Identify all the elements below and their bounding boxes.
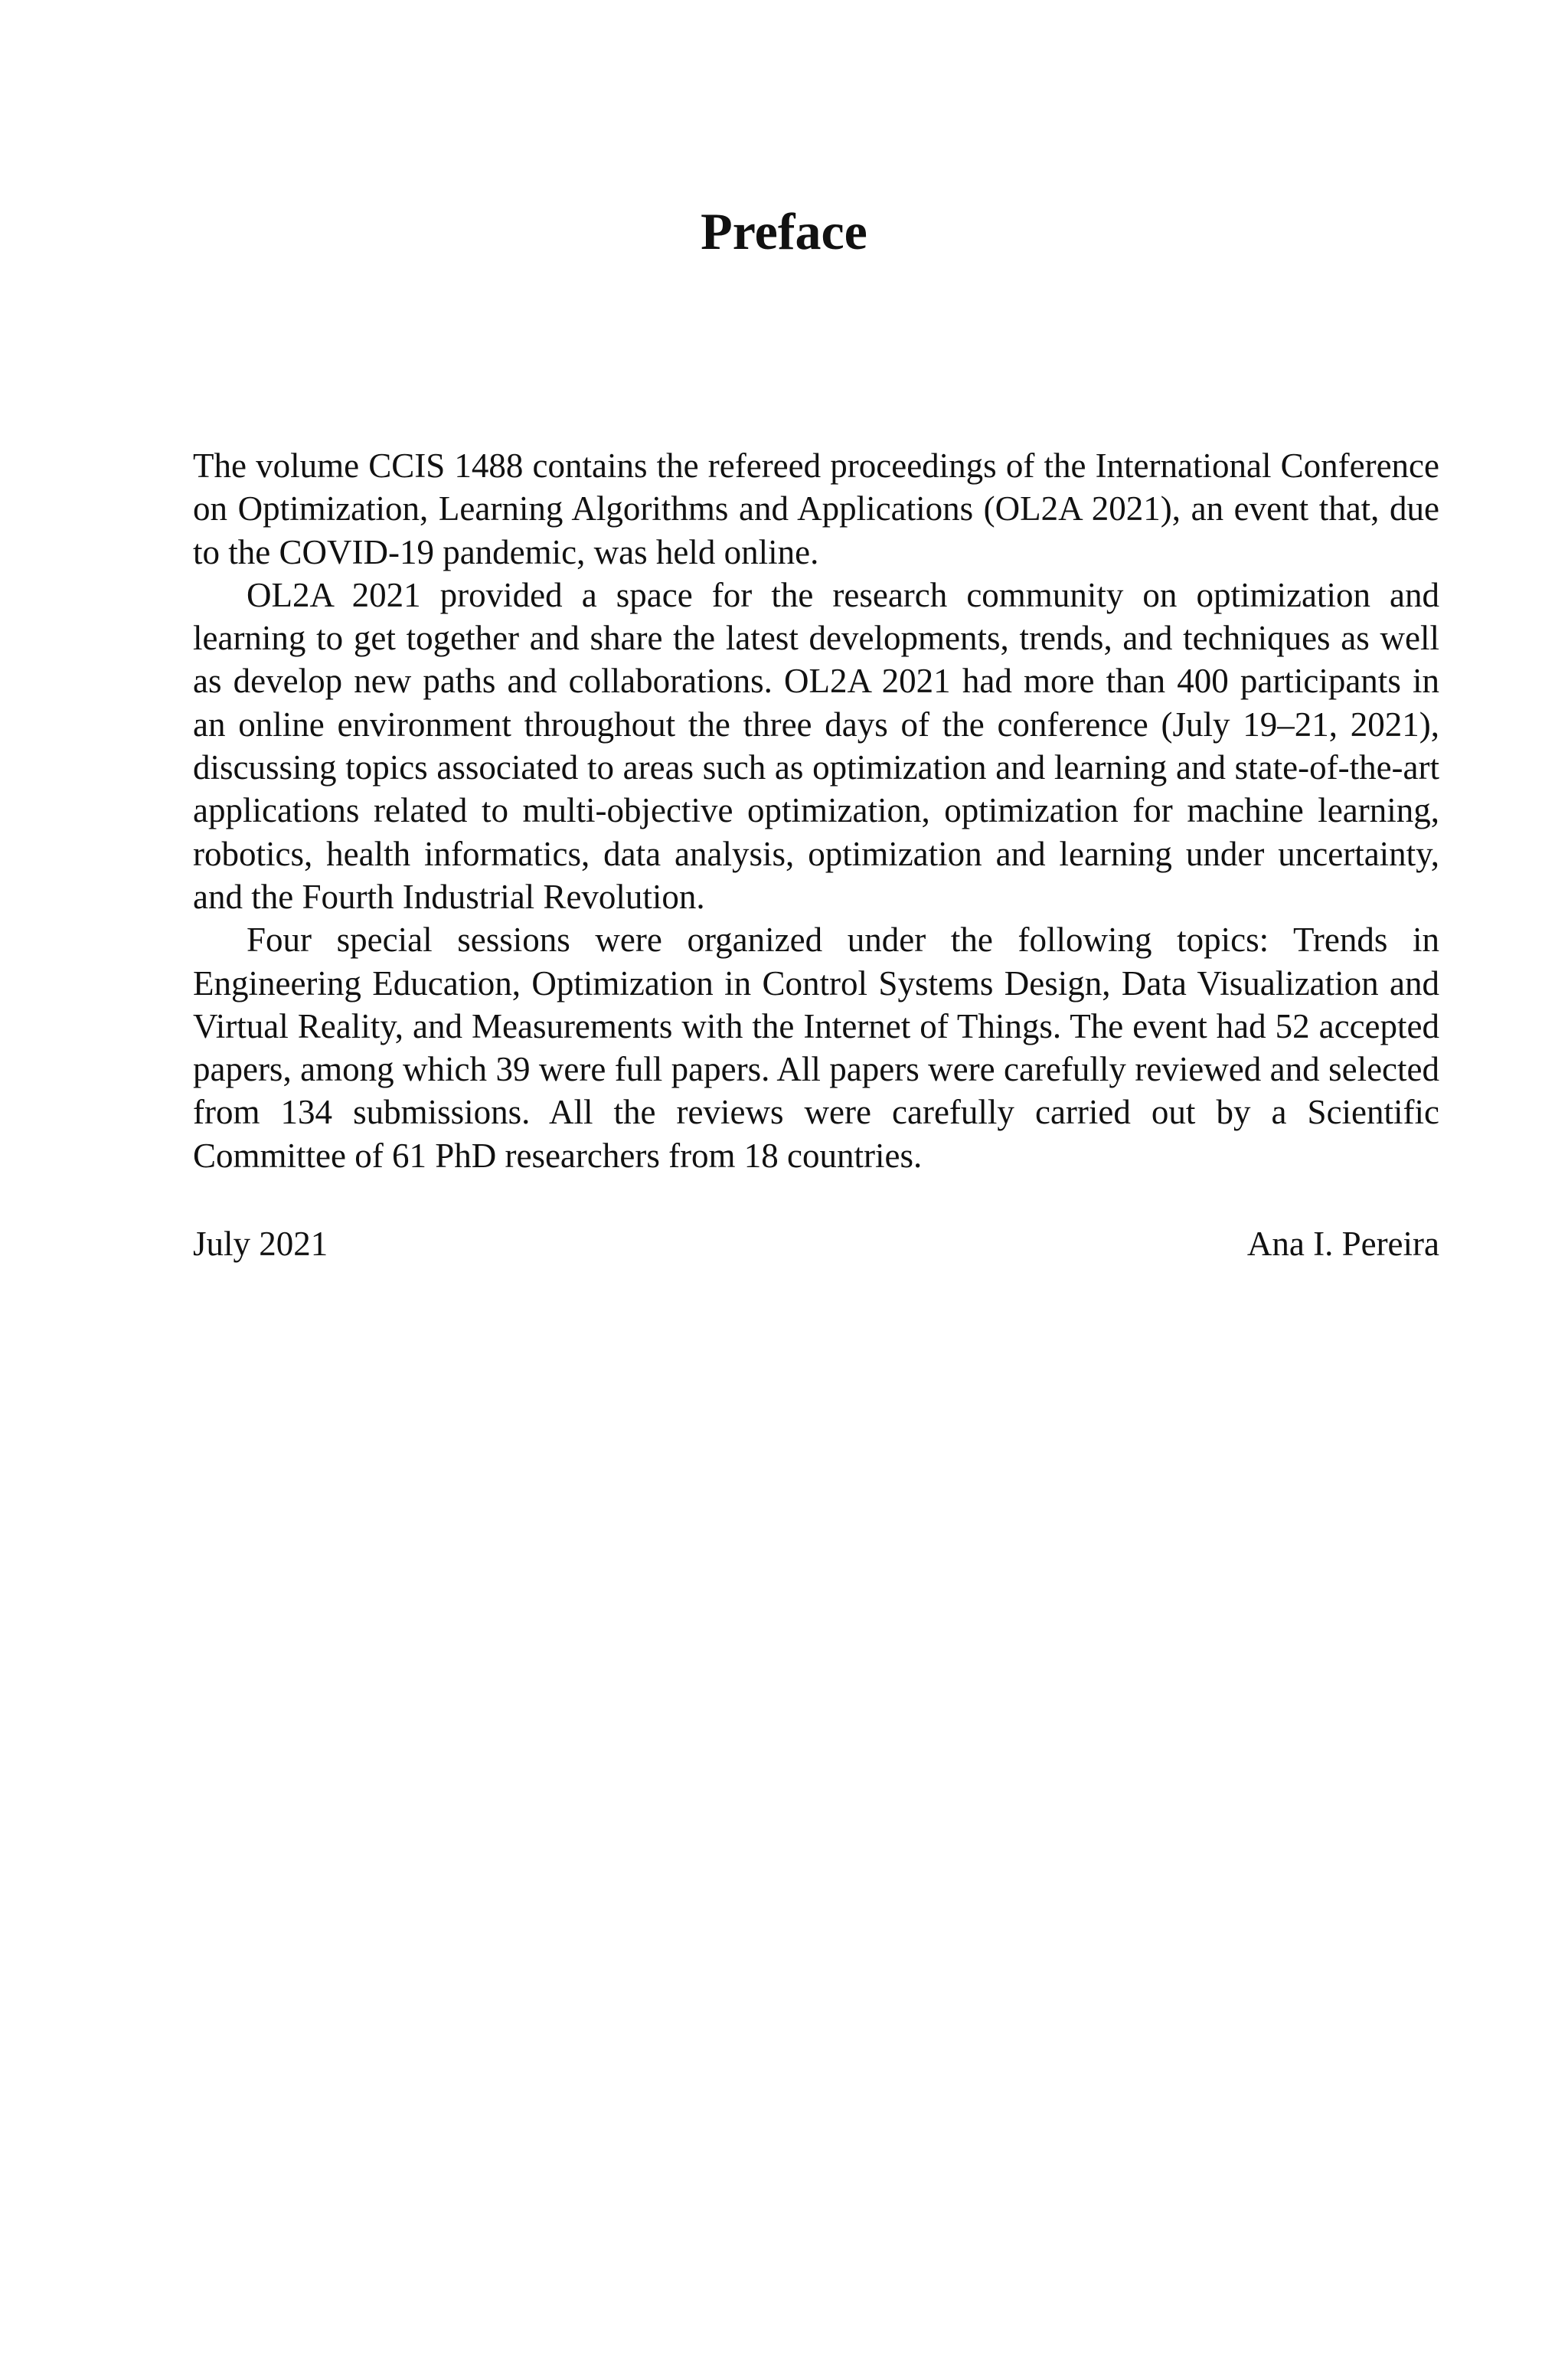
paragraph-intro: The volume CCIS 1488 contains the refereed proceedings of the International Conference on Optimization, Learning Algorithms and Applications (OL2A 2021), an event that, due to the COVID-19 pandemic, was held online. [193,446,1439,571]
signature-line [193,1222,1439,1268]
signature-author: Ana I. Pereira [1246,1225,1439,1263]
paragraph-conference: OL2A 2021 provided a space for the research community on optimization and learning to get together and share the latest developments, trends, and techniques as well as develop new paths and collaborations. OL2A 2021 had more than 400 participants in an online environment throughout the three days of the conference (July 19–21, 2021), discussing topics associated to areas such as optimization and learning and state-of-the-art applications related to multi-objective optimization, optimization for machine learning, robotics, health informatics, data analysis, optimization and learning under uncertainty, and the Fourth Industrial Revolution. [193,575,1439,916]
preface-body [193,444,1439,1177]
signature-date: July 2021 [193,1225,328,1263]
page-title: Preface [701,202,867,260]
paragraph-sessions: Four special sessions were organized under the following topics: Trends in Engineering Education, Optimization in Control Systems Design, Data Visualization and Virtual Reality, and Measurements with the Internet of Things. The event had 52 accepted papers, among which 39 were full papers. All papers were carefully reviewed and selected from 134 submissions. All the reviews were carefully carried out by a Scientific Committee of 61 PhD researchers from 18 countries. [193,921,1439,1175]
